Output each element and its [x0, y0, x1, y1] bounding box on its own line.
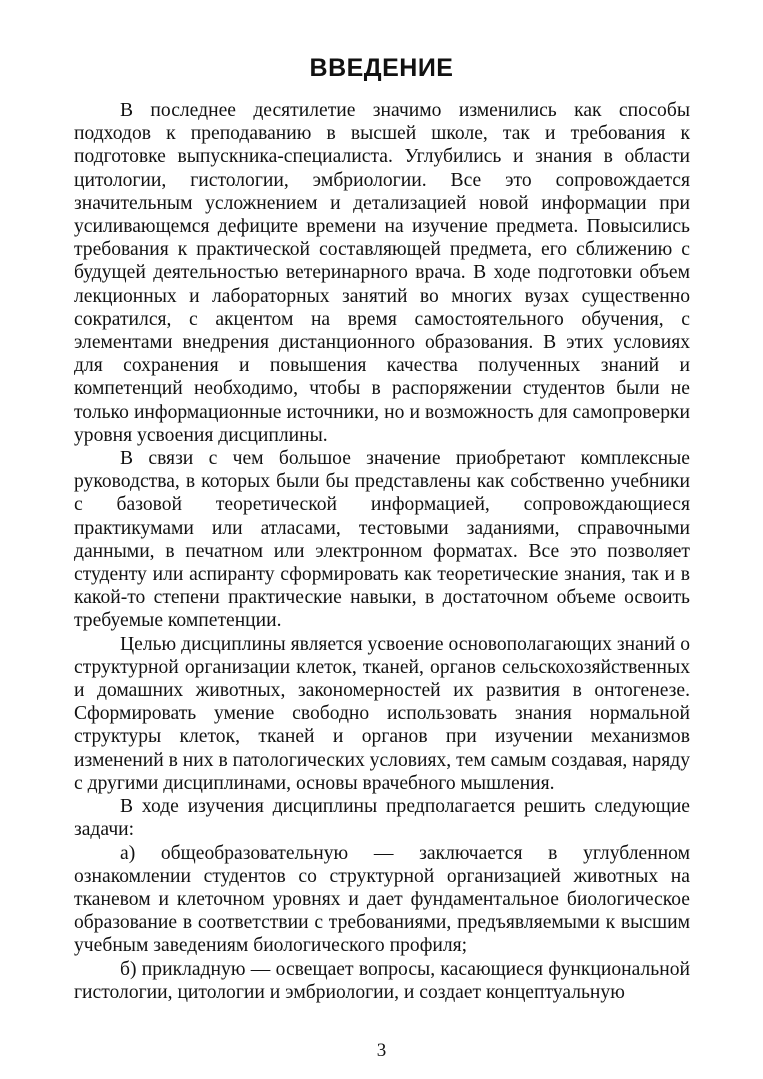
paragraph-task-b: б) прикладную — освещает вопросы, касающиеся функциональной гистологии, цитологии и эмбриологии, и создает концептуальную — [74, 958, 690, 1003]
paragraph-goal: Целью дисциплины является усвоение основополагающих знаний о структурной организации клеток, тканей, органов сельскохозяйственных и домашних животных, закономерностей их развития в онтогенезе. Сформировать умение свободно использовать знания нормальной структуры клеток, тканей и органов при изучении механизмов изменений в них в патологических условиях, тем самым создавая, наряду с другими дисциплинами, основы врачебного мышления. — [74, 633, 690, 794]
page-number: 3 — [376, 1040, 387, 1061]
paragraph-tasks-intro: В ходе изучения дисциплины предполагается решить следующие задачи: — [74, 796, 690, 841]
body-text — [74, 99, 690, 1004]
paragraph-task-a: а) общеобразовательную — заключается в углубленном ознакомлении студентов со структурной организацией животных на тканевом и клеточном уровнях и дает фундаментальное биологическое образование в соответствии с требованиями, предъявляемыми к высшим учебным заведениям биологического профиля; — [74, 842, 690, 957]
paragraph-intro: В последнее десятилетие значимо изменились как способы подходов к преподаванию в высшей школе, так и требования к подготовке выпускника-специалиста. Углубились и знания в области цитологии, гистологии, эмбриологии. Все это сопровождается значительным усложнением и детализацией новой информации при усиливающемся дефиците времени на изучение предмета. Повысились требования к практической составляющей предмета, его сближению с будущей деятельностью ветеринарного врача. В ходе подготовки объем лекционных и лабораторных занятий во многих вузах существенно сократился, с акцентом на время самостоятельного обучения, с элементами внедрения дистанционного образования. В этих условиях для сохранения и повышения качества полученных знаний и компетенций необходимо, чтобы в распоряжении студентов были не только информационные источники, но и возможность для самопроверки уровня усвоения дисциплины. — [74, 100, 690, 446]
paragraph-guides: В связи с чем большое значение приобретают комплексные руководства, в которых были бы представлены как собственно учебники с базовой теоретической информацией, сопровождающиеся практикумами или атласами, тестовыми заданиями, справочными данными, в печатном или электронном форматах. Все это позволяет студенту или аспиранту сформировать как теоретические знания, так и в какой-то степени практические навыки, в достаточном объеме освоить требуемые компетенции. — [74, 448, 690, 632]
page-title: ВВЕДЕНИЕ — [309, 54, 454, 82]
